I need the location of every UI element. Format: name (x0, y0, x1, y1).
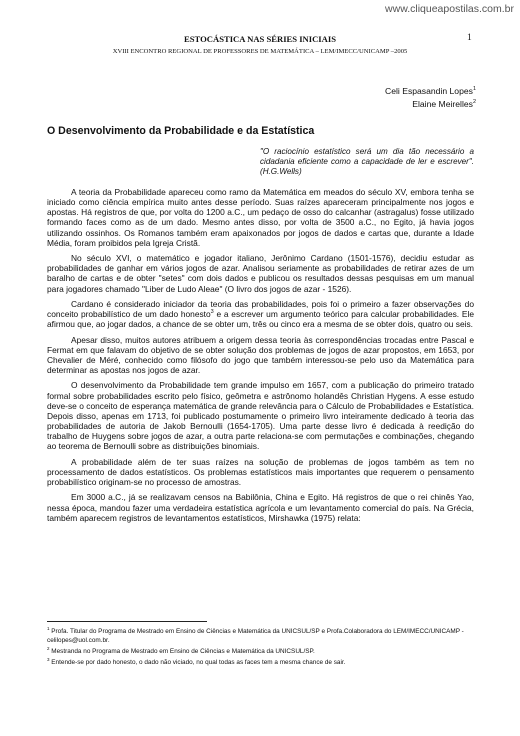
article-title: O Desenvolvimento da Probabilidade e da Estatística (47, 125, 315, 137)
epigraph-quote: "O raciocínio estatístico será um dia tão necessário a cidadania eficiente como a capacidade de ler e escrever". (H.G.Wells) (260, 147, 474, 177)
author-block (385, 84, 476, 110)
paragraph-text: Cardano é considerado iniciador da teoria das probabilidades, pois foi o primeiro a fazer observações do conceito probabilístico de um dado honesto (47, 298, 474, 320)
paragraph: Em 3000 a.C., já se realizavam censos na Babilônia, China e Egito. Há registros de que o rei chinês Yao, nessa época, mandou fazer uma verdadeira estatística agrícola e um levantamento comercial do país. Na Grécia, também aparecem registros de levantamentos estatísticos, Mirshawka (1975) relata: (47, 492, 474, 523)
site-watermark: www.cliqueapostilas.com.br (385, 3, 514, 15)
footnote-text: Profa. Titular do Programa de Mestrado em Ensino de Ciências e Matemática da UNICSUL/SP e Profa.Colaboradora do LEM/IMECC/UNICAMP - celilopes@uol.com.br. (47, 628, 464, 644)
author-footnote-mark: 1 (472, 86, 476, 92)
paragraph (47, 299, 474, 329)
paragraph: O desenvolvimento da Probabilidade tem grande impulso em 1657, com a publicação do primeiro tratado formal sobre probabilidades escrito pelo físico, geômetra e astrônomo holandês Christian Hygens. A esse estudo deve-se o conceito de esperança matemática de grande relevância para o Cálculo de Probabilidades e Estatística. Depois disso, apenas em 1713, foi publicado postumamente o primeiro livro inteiramente dedicado à teoria das probabilidades de autoria de Jakob Bernoulli (1654-1705). Uma parte desse livro é dedicada à reedição do trabalho de Huygens sobre jogos de azar, a outra parte relaciona-se com permutações e combinações, chegando ao teorema de Bernoulli sobre as distribuições binomiais. (47, 380, 474, 452)
author-name: Celi Espasandin Lopes (385, 85, 473, 96)
author-name: Elaine Meirelles (412, 98, 473, 109)
author-line (385, 97, 476, 110)
footnotes (47, 625, 487, 668)
paragraph: Apesar disso, muitos autores atribuem a origem dessa teoria às correspondências trocadas entre Pascal e Fermat em que falavam do objetivo de se obter solução dos problemas de jogos de azar propostos, em 1653, por Chevalier de Méré, conhecido como filósofo do jogo que também interessou-se pelo uso da Matemática para determinar as apostas nos jogos de azar. (47, 334, 474, 376)
author-line (385, 84, 476, 97)
paragraph: A teoria da Probabilidade apareceu como ramo da Matemática em meados do século XV, embora tenha se iniciado como ciência empírica muito antes desse período. Suas raízes apareceram principalmente nos jogos e apostas. Há registros de que, por volta do 1200 a.C., um pedaço de osso do calcanhar (astragalus) fosse utilizado formando faces como as de um dado. Mesmo antes disso, por volta de 3500 a.C., no Egito, já havia jogos utilizando ossinhos. Os Romanos também eram apaixonados por jogos de dados e cartas que, durante a Idade Média, foram proibidos pela Igreja Cristã. (47, 187, 474, 248)
footnote-number: 2 (47, 645, 50, 651)
author-footnote-mark: 2 (472, 98, 476, 105)
running-header-title: ESTOCÁSTICA NAS SÉRIES INICIAIS (184, 34, 336, 44)
page-number: 1 (467, 33, 472, 43)
article-body (47, 187, 474, 528)
paragraph: A probabilidade além de ter suas raízes na solução de problemas de jogos também as tem no processamento de dados estatísticos. Os problemas estatísticos mais importantes que requerem o pensamento probabilístico originam-se no processo de amostras. (47, 456, 474, 487)
paragraph: No século XVI, o matemático e jogador italiano, Jerônimo Cardano (1501-1576), decidiu estudar as probabilidades de ganhar em vários jogos de azar. Analisou seriamente as probabilidades de retirar azes de um baralho de cartas e de obter "setes" com dois dados e publicou os resultados dessas pesquisas em um manual para jogadores chamado "Liber de Ludo Aleae" (O livro dos jogos de azar - 1526). (47, 253, 474, 294)
footnote-number: 1 (47, 626, 50, 631)
footnote-number: 3 (47, 657, 50, 663)
footnote (47, 645, 487, 657)
footnote-divider (47, 621, 207, 622)
footnote-text: Mestranda no Programa de Mestrado em Ensino de Ciências e Matemática da UNICSUL/SP. (49, 648, 315, 656)
footnote-ref: 3 (210, 309, 214, 316)
footnote-text: Entende-se por dado honesto, o dado não viciado, no qual todas as faces tem a mesma chance de sair. (49, 659, 346, 667)
paragraph-text: e a escrever um argumento teórico para calcular probabilidades. Ele afirmou que, ao jogar dados, a chance de se obter um, três ou cinco era a mesma de se obter dois, quatro ou seis. (47, 309, 474, 330)
footnote (47, 625, 487, 645)
footnote (47, 656, 487, 668)
running-header-subtitle: XVIII ENCONTRO REGIONAL DE PROFESSORES DE MATEMÁTICA – LEM/IMECC/UNICAMP –2005 (112, 48, 408, 55)
